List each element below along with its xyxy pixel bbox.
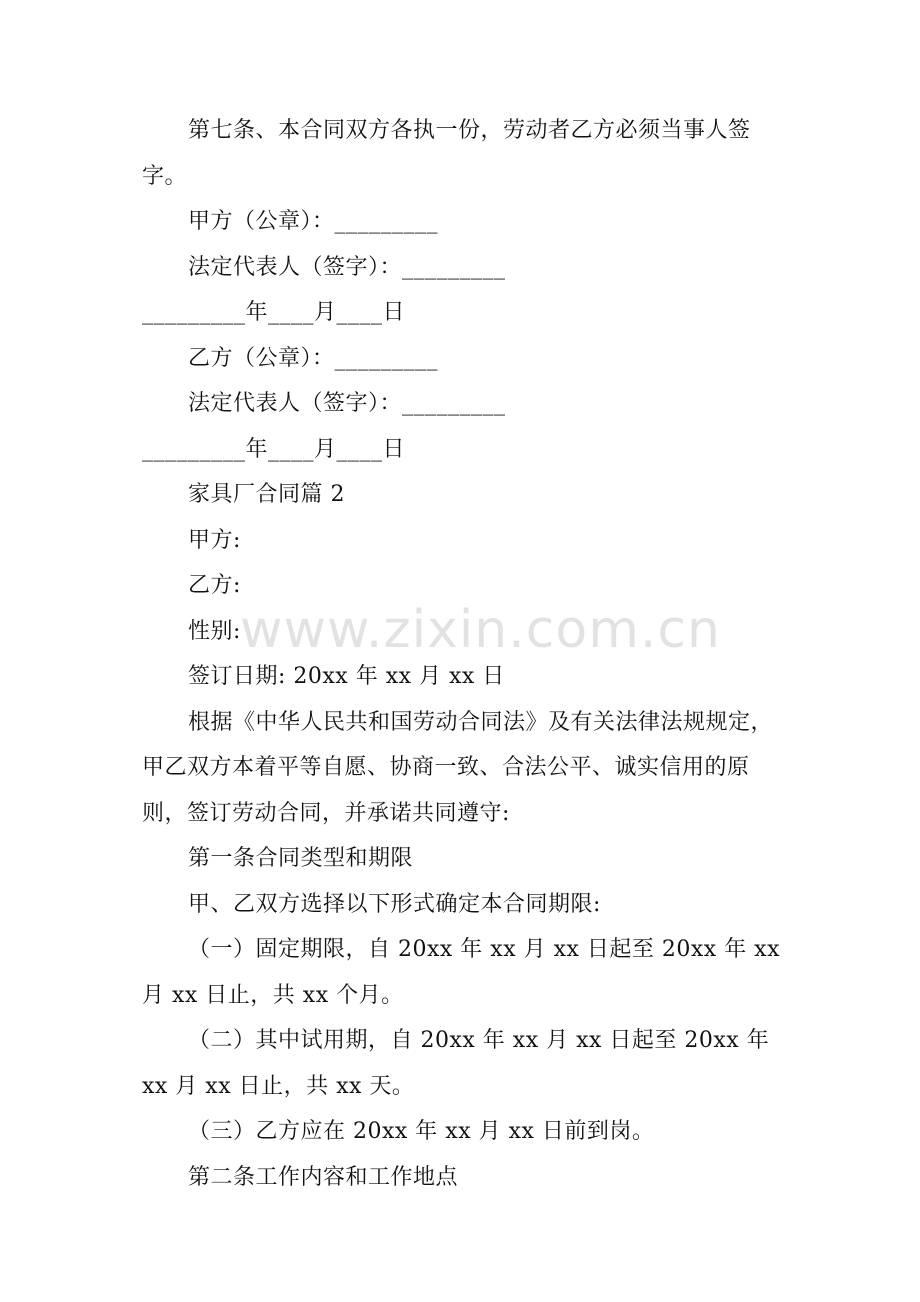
- party-b-seal-line: 乙方（公章）：_________: [188, 345, 439, 371]
- watermark: www.zixin.com.cn: [240, 600, 721, 660]
- article-1-item-3: （三）乙方应在 20xx 年 xx 月 xx 日前到岗。: [188, 1119, 655, 1144]
- article-1-item-2: （二）其中试用期，自 20xx 年 xx 月 xx 日起至 20xx 年 xx 月 xx 日止，共 xx 天。: [142, 1028, 770, 1099]
- preamble-paragraph: 根据《中华人民共和国劳动合同法》及有关法律法规规定，甲乙双方本着平等自愿、协商一致、合法公平、诚实信用的原则，签订劳动合同，并承诺共同遵守:: [142, 709, 774, 826]
- party-a-representative-line: 法定代表人（签字）：_________: [188, 254, 506, 280]
- section-heading: 家具厂合同篇 2: [188, 482, 345, 507]
- signing-date-field: 签订日期: 20xx 年 xx 月 xx 日: [188, 664, 505, 689]
- party-a-date-line: _________年____月____日: [142, 300, 406, 325]
- article-1-heading: 第一条合同类型和期限: [188, 846, 414, 871]
- article-1-intro: 甲、乙双方选择以下形式确定本合同期限:: [188, 891, 601, 917]
- party-b-date-line: _________年____月____日: [142, 436, 406, 462]
- article-1-item-1: （一）固定期限，自 20xx 年 xx 月 xx 日起至 20xx 年 xx 月 xx 日止，共 xx 个月。: [142, 937, 781, 1008]
- article-2-heading: 第二条工作内容和工作地点: [188, 1164, 459, 1190]
- document-body: [142, 108, 782, 1200]
- gender-field: 性别:: [188, 618, 241, 644]
- party-b-representative-line: 法定代表人（签字）：_________: [188, 391, 506, 416]
- paragraph-article-7: 第七条、本合同双方各执一份，劳动者乙方必须当事人签字。: [142, 118, 751, 189]
- party-a-field: 甲方:: [188, 527, 241, 553]
- party-a-seal-line: 甲方（公章）：_________: [188, 209, 439, 234]
- party-b-field: 乙方:: [188, 573, 241, 598]
